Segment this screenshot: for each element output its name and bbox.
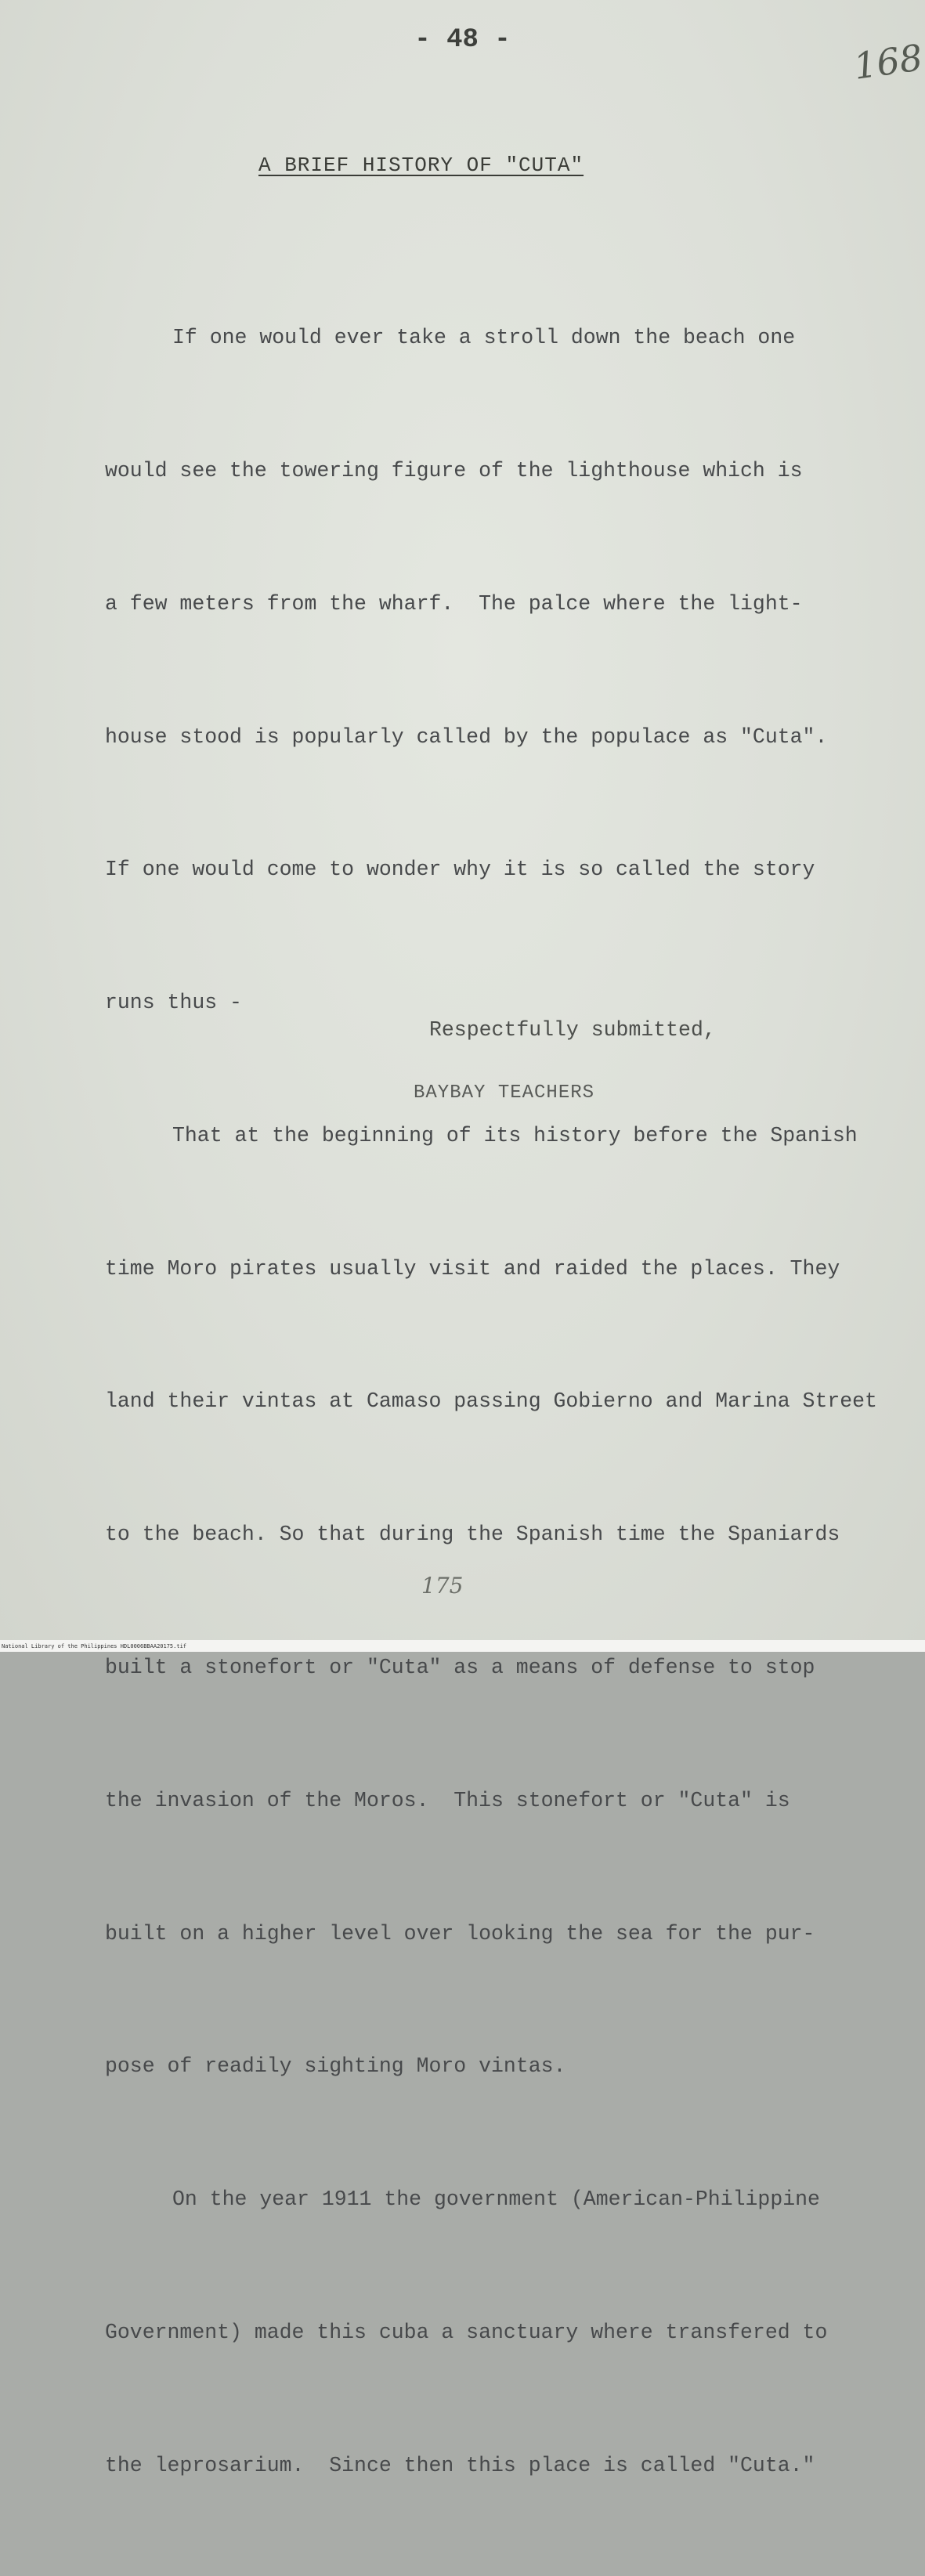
body-line: a few meters from the wharf. The palce where the light-: [105, 591, 803, 616]
handwritten-bottom-number: 175: [421, 1573, 464, 1599]
body-line: the invasion of the Moros. This stonefort or "Cuta" is: [105, 1788, 790, 1812]
body-line: land their vintas at Camaso passing Gobierno and Marina Street: [105, 1389, 877, 1414]
body-line: would see the towering figure of the lighthouse which is: [105, 458, 803, 482]
signature: BAYBAY TEACHERS: [414, 1082, 595, 1104]
body-line: Government) made this cuba a sanctuary where transfered to: [105, 2320, 828, 2344]
closing-salutation: Respectfully submitted,: [429, 1018, 716, 1042]
body-line: runs thus -: [105, 991, 242, 1015]
body-text: [105, 227, 920, 2576]
body-line: time Moro pirates usually visit and raided the places. They: [105, 1256, 840, 1281]
body-line: house stood is popularly called by the populace as "Cuta".: [105, 724, 828, 749]
body-line: the leprosarium. Since then this place is called "Cuta.": [105, 2453, 815, 2477]
body-line: On the year 1911 the government (American-Philippine: [172, 2188, 820, 2212]
footer-caption: National Library of the Philippines HDL0006BBAA20175.tif: [2, 1643, 187, 1649]
document-title: A BRIEF HISTORY OF "CUTA": [258, 154, 584, 177]
body-line: If one would come to wonder why it is so called the story: [105, 858, 815, 882]
page-number: - 48 -: [414, 25, 511, 55]
body-line: built a stonefort or "Cuta" as a means of defense to stop: [105, 1656, 815, 1679]
body-line: That at the beginning of its history before the Spanish: [172, 1123, 858, 1147]
body-line: built on a higher level over looking the sea for the pur-: [105, 1921, 815, 1946]
handwritten-folio-number: 168: [851, 36, 925, 88]
body-line: to the beach. So that during the Spanish time the Spaniards: [105, 1523, 840, 1547]
body-line: If one would ever take a stroll down the beach one: [172, 326, 796, 350]
body-line: pose of readily sighting Moro vintas.: [105, 2054, 566, 2079]
